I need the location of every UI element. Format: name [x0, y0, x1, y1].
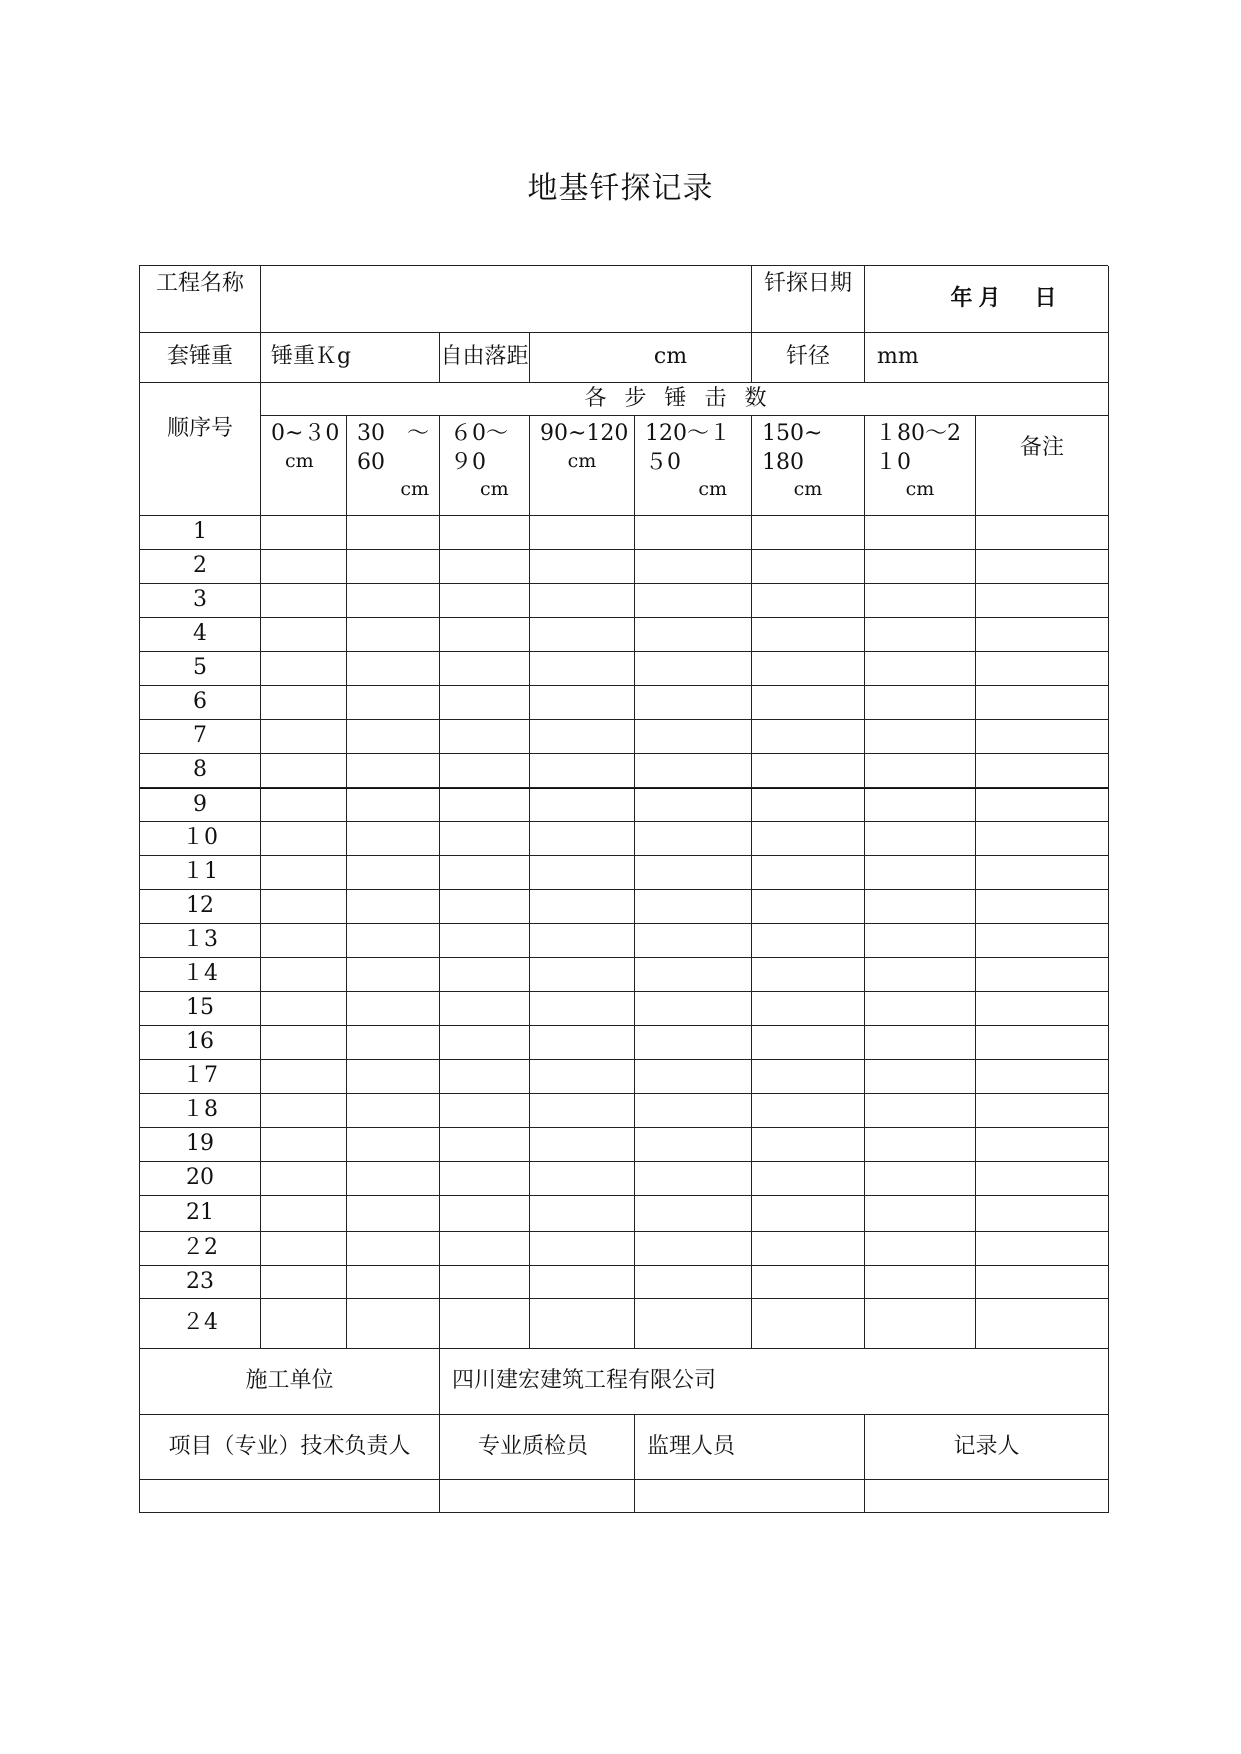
blow-count-cell[interactable]	[440, 1026, 530, 1060]
remarks-cell[interactable]	[976, 822, 1109, 856]
blow-count-cell[interactable]	[865, 1094, 976, 1128]
blow-count-cell[interactable]	[635, 958, 752, 992]
blow-count-cell[interactable]	[347, 1196, 440, 1232]
remarks-cell[interactable]	[976, 924, 1109, 958]
column-range: ６0～９0	[450, 421, 508, 475]
row-number: 21	[140, 1196, 261, 1232]
blow-count-cell[interactable]	[440, 1094, 530, 1128]
blow-count-cell[interactable]	[347, 652, 440, 686]
blow-count-cell[interactable]	[865, 754, 976, 788]
column-range: 30 ～60	[357, 421, 429, 475]
blow-count-cell[interactable]	[440, 618, 530, 652]
blow-count-cell[interactable]	[440, 856, 530, 890]
blow-count-cell[interactable]	[752, 550, 865, 584]
column-range: 120～１５0	[645, 421, 731, 475]
blow-count-cell[interactable]	[865, 856, 976, 890]
blow-count-cell[interactable]	[752, 1196, 865, 1232]
blow-count-cell[interactable]	[347, 516, 440, 550]
blow-count-cell[interactable]	[530, 754, 635, 788]
blow-count-cell[interactable]	[530, 1266, 635, 1299]
blow-count-cell[interactable]	[530, 1026, 635, 1060]
blow-count-cell[interactable]	[530, 924, 635, 958]
blow-count-cell[interactable]	[261, 1128, 347, 1162]
blow-count-cell[interactable]	[752, 1162, 865, 1196]
remarks-cell[interactable]	[976, 1094, 1109, 1128]
blow-count-cell[interactable]	[530, 890, 635, 924]
hammer-weight-field[interactable]: 锤重Ｋg	[261, 333, 440, 383]
blow-count-cell[interactable]	[752, 754, 865, 788]
blow-count-cell[interactable]	[261, 1026, 347, 1060]
remarks-label: 备注	[976, 416, 1109, 516]
seq-label: 顺序号	[140, 383, 261, 516]
blow-count-cell[interactable]	[530, 856, 635, 890]
blow-count-cell[interactable]	[530, 584, 635, 618]
blow-count-cell[interactable]	[347, 958, 440, 992]
qc-label: 专业质检员	[440, 1415, 635, 1480]
tech-lead-label: 项目（专业）技术负责人	[140, 1415, 440, 1480]
row-number: １8	[140, 1094, 261, 1128]
row-number: ２2	[140, 1232, 261, 1266]
column-unit: cm	[285, 449, 314, 472]
rod-diameter-field[interactable]: mm	[865, 333, 1109, 383]
blow-count-cell[interactable]	[635, 890, 752, 924]
blow-count-cell[interactable]	[752, 584, 865, 618]
blow-count-cell[interactable]	[530, 652, 635, 686]
construction-unit-label: 施工单位	[140, 1349, 440, 1415]
blow-count-cell[interactable]	[635, 584, 752, 618]
blow-count-cell[interactable]	[261, 1266, 347, 1299]
column-header-3	[530, 416, 635, 516]
blow-count-cell[interactable]	[752, 516, 865, 550]
blow-count-cell[interactable]	[440, 822, 530, 856]
document-title: 地基钎探记录	[527, 171, 714, 206]
tech-lead-signature-field[interactable]	[140, 1480, 440, 1513]
blow-count-cell[interactable]	[635, 1162, 752, 1196]
blow-count-cell[interactable]	[530, 1094, 635, 1128]
remarks-cell[interactable]	[976, 1060, 1109, 1094]
column-header-4	[635, 416, 752, 516]
row-number: １3	[140, 924, 261, 958]
remarks-cell[interactable]	[976, 1162, 1109, 1196]
blow-count-cell[interactable]	[635, 516, 752, 550]
blow-count-cell[interactable]	[347, 1266, 440, 1299]
blow-count-cell[interactable]	[530, 516, 635, 550]
remarks-cell[interactable]	[976, 958, 1109, 992]
row-number: 4	[140, 618, 261, 652]
blow-count-cell[interactable]	[635, 652, 752, 686]
blow-count-cell[interactable]	[347, 1026, 440, 1060]
blow-count-cell[interactable]	[752, 1128, 865, 1162]
hammer-set-label: 套锤重	[140, 333, 261, 383]
blow-count-cell[interactable]	[752, 652, 865, 686]
blow-count-cell[interactable]	[752, 958, 865, 992]
blow-count-cell[interactable]	[261, 754, 347, 788]
column-header-0	[261, 416, 347, 516]
blow-count-cell[interactable]	[635, 1196, 752, 1232]
blow-count-cell[interactable]	[261, 1094, 347, 1128]
blow-count-cell[interactable]	[347, 686, 440, 720]
blow-count-cell[interactable]	[261, 584, 347, 618]
recorder-signature-field[interactable]	[865, 1480, 1109, 1513]
blow-count-cell[interactable]	[440, 516, 530, 550]
blow-count-cell[interactable]	[261, 992, 347, 1026]
blow-count-cell[interactable]	[635, 1060, 752, 1094]
row-number: 20	[140, 1162, 261, 1196]
blow-count-cell[interactable]	[440, 1299, 530, 1349]
blow-count-cell[interactable]	[261, 958, 347, 992]
blow-count-cell[interactable]	[347, 754, 440, 788]
row-number: ２4	[140, 1299, 261, 1349]
blow-count-cell[interactable]	[261, 890, 347, 924]
column-range: 90~120	[540, 421, 629, 446]
blow-count-cell[interactable]	[347, 1162, 440, 1196]
blow-count-cell[interactable]	[347, 822, 440, 856]
column-unit: cm	[567, 449, 597, 472]
blow-count-cell[interactable]	[865, 992, 976, 1026]
project-name-field[interactable]	[261, 266, 752, 333]
blow-count-cell[interactable]	[865, 958, 976, 992]
blow-count-cell[interactable]	[440, 1196, 530, 1232]
blow-count-cell[interactable]	[752, 1266, 865, 1299]
column-header-5	[752, 416, 865, 516]
row-number: 15	[140, 992, 261, 1026]
blows-label: 各步锤击数	[261, 383, 1109, 416]
blow-count-cell[interactable]	[347, 924, 440, 958]
column-unit: cm	[480, 478, 509, 501]
blow-count-cell[interactable]	[635, 924, 752, 958]
blow-count-cell[interactable]	[752, 788, 865, 822]
blow-count-cell[interactable]	[347, 1128, 440, 1162]
remarks-cell[interactable]	[976, 1196, 1109, 1232]
remarks-cell[interactable]	[976, 992, 1109, 1026]
remarks-cell[interactable]	[976, 1232, 1109, 1266]
blow-count-cell[interactable]	[635, 754, 752, 788]
remarks-cell[interactable]	[976, 516, 1109, 550]
blow-count-cell[interactable]	[635, 1266, 752, 1299]
row-number: 6	[140, 686, 261, 720]
remarks-cell[interactable]	[976, 584, 1109, 618]
row-number: 12	[140, 890, 261, 924]
blow-count-cell[interactable]	[530, 1162, 635, 1196]
blow-count-cell[interactable]	[530, 958, 635, 992]
remarks-cell[interactable]	[976, 550, 1109, 584]
blow-count-cell[interactable]	[752, 992, 865, 1026]
recorder-label: 记录人	[865, 1415, 1109, 1480]
blow-count-cell[interactable]	[347, 788, 440, 822]
blow-count-cell[interactable]	[530, 1196, 635, 1232]
blow-count-cell[interactable]	[635, 1299, 752, 1349]
blow-count-cell[interactable]	[635, 992, 752, 1026]
remarks-cell[interactable]	[976, 618, 1109, 652]
blow-count-cell[interactable]	[635, 822, 752, 856]
blow-count-cell[interactable]	[865, 788, 976, 822]
blow-count-cell[interactable]	[347, 856, 440, 890]
blow-count-cell[interactable]	[347, 1232, 440, 1266]
blow-count-cell[interactable]	[261, 686, 347, 720]
row-number: １7	[140, 1060, 261, 1094]
row-number: 8	[140, 754, 261, 788]
column-unit: cm	[400, 478, 429, 501]
blow-count-cell[interactable]	[865, 1128, 976, 1162]
row-number: １1	[140, 856, 261, 890]
blow-count-cell[interactable]	[635, 788, 752, 822]
free-fall-field[interactable]: cm	[530, 333, 752, 383]
blow-count-cell[interactable]	[261, 1232, 347, 1266]
remarks-cell[interactable]	[976, 1128, 1109, 1162]
blow-count-cell[interactable]	[261, 822, 347, 856]
blow-count-cell[interactable]	[635, 686, 752, 720]
row-number: 19	[140, 1128, 261, 1162]
row-number: 16	[140, 1026, 261, 1060]
blow-count-cell[interactable]	[440, 1232, 530, 1266]
blow-count-cell[interactable]	[347, 584, 440, 618]
blow-count-cell[interactable]	[530, 822, 635, 856]
blow-count-cell[interactable]	[530, 1128, 635, 1162]
project-name-label: 工程名称	[140, 266, 261, 333]
blow-count-cell[interactable]	[530, 1232, 635, 1266]
blow-count-cell[interactable]	[635, 618, 752, 652]
blow-count-cell[interactable]	[347, 618, 440, 652]
blow-count-cell[interactable]	[865, 924, 976, 958]
blow-count-cell[interactable]	[752, 890, 865, 924]
blow-count-cell[interactable]	[261, 720, 347, 754]
blow-count-cell[interactable]	[440, 958, 530, 992]
blow-count-cell[interactable]	[440, 686, 530, 720]
blow-count-cell[interactable]	[635, 1094, 752, 1128]
blow-count-cell[interactable]	[530, 618, 635, 652]
blow-count-cell[interactable]	[530, 686, 635, 720]
blow-count-cell[interactable]	[440, 890, 530, 924]
column-unit: cm	[793, 478, 823, 501]
blow-count-cell[interactable]	[752, 924, 865, 958]
blow-count-cell[interactable]	[752, 1299, 865, 1349]
blow-count-cell[interactable]	[261, 1162, 347, 1196]
remarks-cell[interactable]	[976, 1299, 1109, 1349]
blow-count-cell[interactable]	[635, 550, 752, 584]
blow-count-cell[interactable]	[865, 1026, 976, 1060]
blow-count-cell[interactable]	[635, 720, 752, 754]
column-range: 0~３0	[271, 421, 340, 446]
blow-count-cell[interactable]	[752, 1094, 865, 1128]
row-number: 3	[140, 584, 261, 618]
blow-count-cell[interactable]	[635, 1128, 752, 1162]
blow-count-cell[interactable]	[865, 1162, 976, 1196]
blow-count-cell[interactable]	[530, 992, 635, 1026]
blow-count-cell[interactable]	[261, 652, 347, 686]
remarks-cell[interactable]	[976, 1026, 1109, 1060]
blow-count-cell[interactable]	[347, 1060, 440, 1094]
construction-unit-value: 四川建宏建筑工程有限公司	[440, 1349, 1109, 1415]
row-number: １4	[140, 958, 261, 992]
blow-count-cell[interactable]	[635, 1232, 752, 1266]
remarks-cell[interactable]	[976, 652, 1109, 686]
blow-count-cell[interactable]	[261, 924, 347, 958]
blow-count-cell[interactable]	[347, 992, 440, 1026]
row-number: １0	[140, 822, 261, 856]
blow-count-cell[interactable]	[261, 618, 347, 652]
blow-count-cell[interactable]	[530, 550, 635, 584]
column-unit: cm	[698, 478, 727, 501]
blow-count-cell[interactable]	[440, 1060, 530, 1094]
blow-count-cell[interactable]	[440, 754, 530, 788]
blow-count-cell[interactable]	[440, 652, 530, 686]
blow-count-cell[interactable]	[440, 1266, 530, 1299]
remarks-cell[interactable]	[976, 890, 1109, 924]
blow-count-cell[interactable]	[752, 686, 865, 720]
blow-count-cell[interactable]	[752, 822, 865, 856]
blow-count-cell[interactable]	[440, 1162, 530, 1196]
blow-count-cell[interactable]	[865, 1060, 976, 1094]
row-number: 9	[140, 788, 261, 822]
row-number: 7	[140, 720, 261, 754]
blow-count-cell[interactable]	[752, 856, 865, 890]
blow-count-cell[interactable]	[865, 720, 976, 754]
blow-count-cell[interactable]	[261, 550, 347, 584]
blow-count-cell[interactable]	[347, 890, 440, 924]
blow-count-cell[interactable]	[347, 1094, 440, 1128]
free-fall-label: 自由落距	[440, 333, 530, 383]
row-number: 23	[140, 1266, 261, 1299]
blow-count-cell[interactable]	[865, 1196, 976, 1232]
blow-count-cell[interactable]	[530, 1060, 635, 1094]
blow-count-cell[interactable]	[530, 788, 635, 822]
blow-count-cell[interactable]	[261, 856, 347, 890]
blow-count-cell[interactable]	[347, 1299, 440, 1349]
blow-count-cell[interactable]	[865, 1266, 976, 1299]
column-range: １80～2１0	[875, 421, 961, 475]
blow-count-cell[interactable]	[865, 1299, 976, 1349]
blow-count-cell[interactable]	[440, 992, 530, 1026]
remarks-cell[interactable]	[976, 856, 1109, 890]
blow-count-cell[interactable]	[752, 1232, 865, 1266]
blow-count-cell[interactable]	[865, 686, 976, 720]
blow-count-cell[interactable]	[865, 1232, 976, 1266]
blow-count-cell[interactable]	[752, 618, 865, 652]
blow-count-cell[interactable]	[865, 822, 976, 856]
remarks-cell[interactable]	[976, 1266, 1109, 1299]
blow-count-cell[interactable]	[440, 924, 530, 958]
date-label: 钎探日期	[752, 266, 865, 333]
blow-count-cell[interactable]	[635, 856, 752, 890]
blow-count-cell[interactable]	[865, 890, 976, 924]
blow-count-cell[interactable]	[347, 550, 440, 584]
column-header-1	[347, 416, 440, 516]
remarks-cell[interactable]	[976, 686, 1109, 720]
blow-count-cell[interactable]	[865, 618, 976, 652]
blow-count-cell[interactable]	[347, 720, 440, 754]
supervisor-label: 监理人员	[635, 1415, 865, 1480]
blow-count-cell[interactable]	[440, 1128, 530, 1162]
blow-count-cell[interactable]	[865, 584, 976, 618]
blow-count-cell[interactable]	[752, 1026, 865, 1060]
blow-count-cell[interactable]	[261, 1196, 347, 1232]
supervisor-signature-field[interactable]	[635, 1480, 865, 1513]
blow-count-cell[interactable]	[865, 652, 976, 686]
blow-count-cell[interactable]	[261, 516, 347, 550]
blow-count-cell[interactable]	[440, 550, 530, 584]
blow-count-cell[interactable]	[261, 1299, 347, 1349]
blow-count-cell[interactable]	[865, 550, 976, 584]
blow-count-cell[interactable]	[752, 720, 865, 754]
blow-count-cell[interactable]	[865, 516, 976, 550]
column-header-6	[865, 416, 976, 516]
column-header-2	[440, 416, 530, 516]
row-number: 5	[140, 652, 261, 686]
remarks-cell[interactable]	[976, 788, 1109, 822]
remarks-cell[interactable]	[976, 720, 1109, 754]
remarks-cell[interactable]	[976, 754, 1109, 788]
blow-count-cell[interactable]	[440, 584, 530, 618]
blow-count-cell[interactable]	[752, 1060, 865, 1094]
row-number: 2	[140, 550, 261, 584]
blow-count-cell[interactable]	[440, 720, 530, 754]
blow-count-cell[interactable]	[530, 1299, 635, 1349]
probing-record-table	[139, 265, 1108, 1513]
date-field[interactable]: 年月 日	[865, 266, 1109, 333]
row-number: 1	[140, 516, 261, 550]
column-range: 150~ 180	[762, 421, 845, 475]
blow-count-cell[interactable]	[635, 1026, 752, 1060]
column-unit: cm	[905, 478, 935, 501]
blow-count-cell[interactable]	[440, 788, 530, 822]
qc-signature-field[interactable]	[440, 1480, 635, 1513]
blow-count-cell[interactable]	[261, 1060, 347, 1094]
rod-diameter-label: 钎径	[752, 333, 865, 383]
blow-count-cell[interactable]	[530, 720, 635, 754]
blow-count-cell[interactable]	[261, 788, 347, 822]
